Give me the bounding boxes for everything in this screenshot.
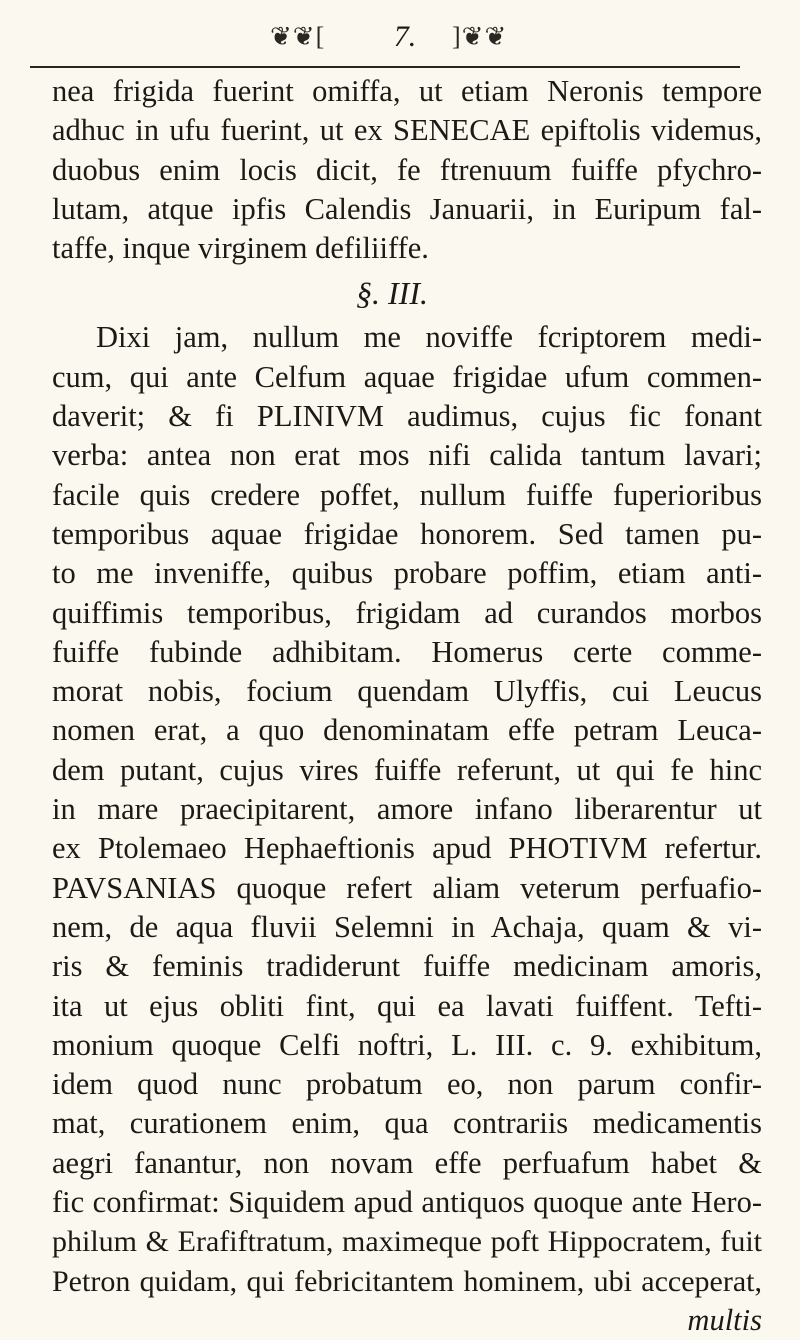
text-line: cum, qui ante Celfum aquae frigidae ufum commen- (52, 359, 762, 394)
text-line: aegri fanantur, non novam effe perfuafum habet & (52, 1145, 762, 1180)
text-line: fuiffe fubinde adhibitam. Homerus certe comme- (52, 634, 762, 669)
page-number: 7. (393, 20, 417, 53)
text-line: in mare praecipitarent, amore infano liberarentur ut (52, 792, 762, 827)
text-line: ita ut ejus obliti fint, qui ea lavati fuiffent. Tefti- (52, 988, 762, 1023)
text-line: verba: antea non erat mos nifi calida tantum lavari; (52, 438, 762, 473)
text-line: temporibus aquae frigidae honorem. Sed tamen pu- (52, 516, 762, 551)
text-line: morat nobis, focium quendam Ulyffis, cui Leucus (52, 674, 762, 709)
text-line: philum & Erafiftratum, maximeque poft Hippocratem, fuit (52, 1225, 762, 1259)
catchword: multis (687, 1302, 762, 1337)
text-line: lutam, atque ipfis Calendis Januarii, in Euripum fal- (52, 191, 762, 226)
text-line: idem quod nunc probatum eo, non parum confir- (52, 1067, 762, 1102)
text-line: nomen erat, a quo denominatam effe petram Leuca- (52, 713, 762, 748)
text-line: duobus enim locis dicit, fe ftrenuum fuiffe pfychro- (52, 152, 762, 187)
ornament-right-icon: ]❦❦ (452, 22, 508, 51)
section-heading: §. III. (356, 275, 428, 312)
text-line: to me inveniffe, quibus probare poffim, etiam anti- (52, 556, 762, 591)
text-line: quiffimis temporibus, frigidam ad curandos morbos (52, 595, 762, 630)
header-rule (30, 66, 740, 68)
text-line: adhuc in ufu fuerint, ut ex SENECAE epiftolis videmus, (52, 113, 762, 148)
text-line: nem, de aqua fluvii Selemni in Achaja, quam & vi- (52, 909, 762, 944)
text-line: monium quoque Celfi noftri, L. III. c. 9. exhibitum, (52, 1027, 762, 1062)
text-line: ris & feminis tradiderunt fuiffe medicinam amoris, (52, 949, 762, 984)
body-text (52, 72, 762, 1340)
text-line: Petron quidam, qui febricitantem hominem, ubi acceperat, (52, 1264, 762, 1298)
text-line: Dixi jam, nullum me noviffe fcriptorem medi- (96, 320, 762, 355)
ornament-left-icon: ❦❦[ (270, 22, 326, 51)
page-header (0, 8, 800, 58)
text-line: mat, curationem enim, qua contrariis medicamentis (52, 1106, 762, 1141)
text-line: nea frigida fuerint omiffa, ut etiam Neronis tempore (52, 74, 762, 108)
text-line: daverit; & fi PLINIVM audimus, cujus fic fonant (52, 399, 762, 434)
text-line: ex Ptolemaeo Hephaeftionis apud PHOTIVM refertur. (52, 831, 762, 866)
text-line: fic confirmat: Siquidem apud antiquos quoque ante Hero- (52, 1185, 762, 1220)
text-line: facile quis credere poffet, nullum fuiffe fuperioribus (52, 477, 762, 512)
text-line: dem putant, cujus vires fuiffe referunt, ut qui fe hinc (52, 752, 762, 787)
text-line: taffe, inque virginem defiliiffe. (52, 231, 429, 266)
text-line: PAVSANIAS quoque refert aliam veterum perfuafio- (52, 870, 762, 905)
